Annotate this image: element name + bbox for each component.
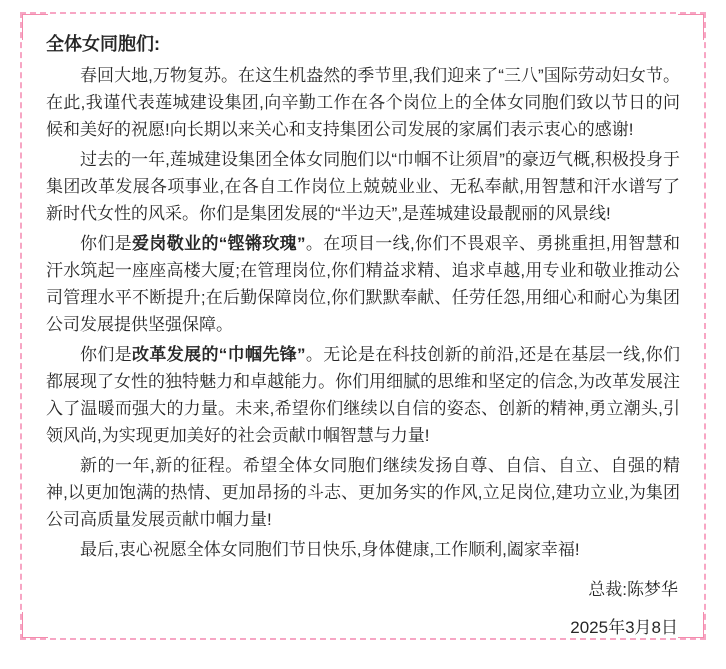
text-segment: 春回大地,万物复苏。在这生机盎然的季节里,我们迎来了“三八”国际劳动妇女节。在此,我谨代表莲城建设集团,向辛勤工作在各个岗位上的全体女同胞们致以节日的问候和美好的祝愿!向长期以来关心和支持集团公司发展的家属们表示衷心的感谢!: [46, 66, 680, 139]
letter-card: [20, 12, 706, 640]
text-segment: 。在项目一线,你们不畏艰辛、勇挑重担,用智慧和汗水筑起一座座高楼大厦;在管理岗位,你们精益求精、追求卓越,用专业和敬业推动公司管理水平不断提升;在后勤保障岗位,你们默默奉献、任劳任怨,用细心和耐心为集团公司发展提供坚强保障。: [46, 234, 681, 334]
paragraph-5: [46, 452, 680, 533]
text-segment: 你们是: [80, 234, 133, 253]
highlighted-phrase: 改革发展的“巾帼先锋”: [132, 345, 306, 364]
text-segment: 。无论是在科技创新的前沿,还是在基层一线,你们都展现了女性的独特魅力和卓越能力。你们用细腻的思维和坚定的信念,为改革发展注入了温暖而强大的力量。未来,希望你们继续以自信的姿态、创新的精神,勇立潮头,引领风尚,为实现更加美好的社会贡献巾帼智慧与力量!: [46, 345, 681, 445]
corner-decoration-bottom-left: [20, 612, 48, 640]
signature-date: 2025年3月8日: [570, 618, 678, 637]
paragraph-6: [46, 536, 680, 563]
text-segment: 过去的一年,莲城建设集团全体女同胞们以“巾帼不让须眉”的豪迈气概,积极投身于集团改革发展各项事业,在各自工作岗位上兢兢业业、无私奉献,用智慧和汗水谱写了新时代女性的风采。你们是集团发展的“半边天”,是莲城建设最靓丽的风景线!: [46, 150, 680, 223]
text-segment: 最后,衷心祝愿全体女同胞们节日快乐,身体健康,工作顺利,阖家幸福!: [80, 540, 580, 559]
text-segment: 你们是: [80, 345, 133, 364]
signature-block: [46, 571, 680, 640]
corner-decoration-top-left: [20, 12, 48, 40]
highlighted-phrase: 爱岗敬业的“铿锵玫瑰”: [132, 234, 306, 253]
page: [0, 12, 726, 669]
corner-decoration-bottom-right: [678, 612, 706, 640]
salutation: 全体女同胞们:: [46, 34, 160, 54]
signer-name: 总裁:陈梦华: [588, 580, 678, 599]
paragraph-1: [46, 62, 680, 143]
text-segment: 新的一年,新的征程。希望全体女同胞们继续发扬自尊、自信、自立、自强的精神,以更加饱满的热情、更加昂扬的斗志、更加务实的作风,立足岗位,建功立业,为集团公司高质量发展贡献巾帼力量!: [46, 456, 680, 529]
paragraph-3: [46, 230, 680, 338]
corner-decoration-top-right: [678, 12, 706, 40]
paragraph-4: [46, 341, 680, 449]
paragraph-2: [46, 146, 680, 227]
